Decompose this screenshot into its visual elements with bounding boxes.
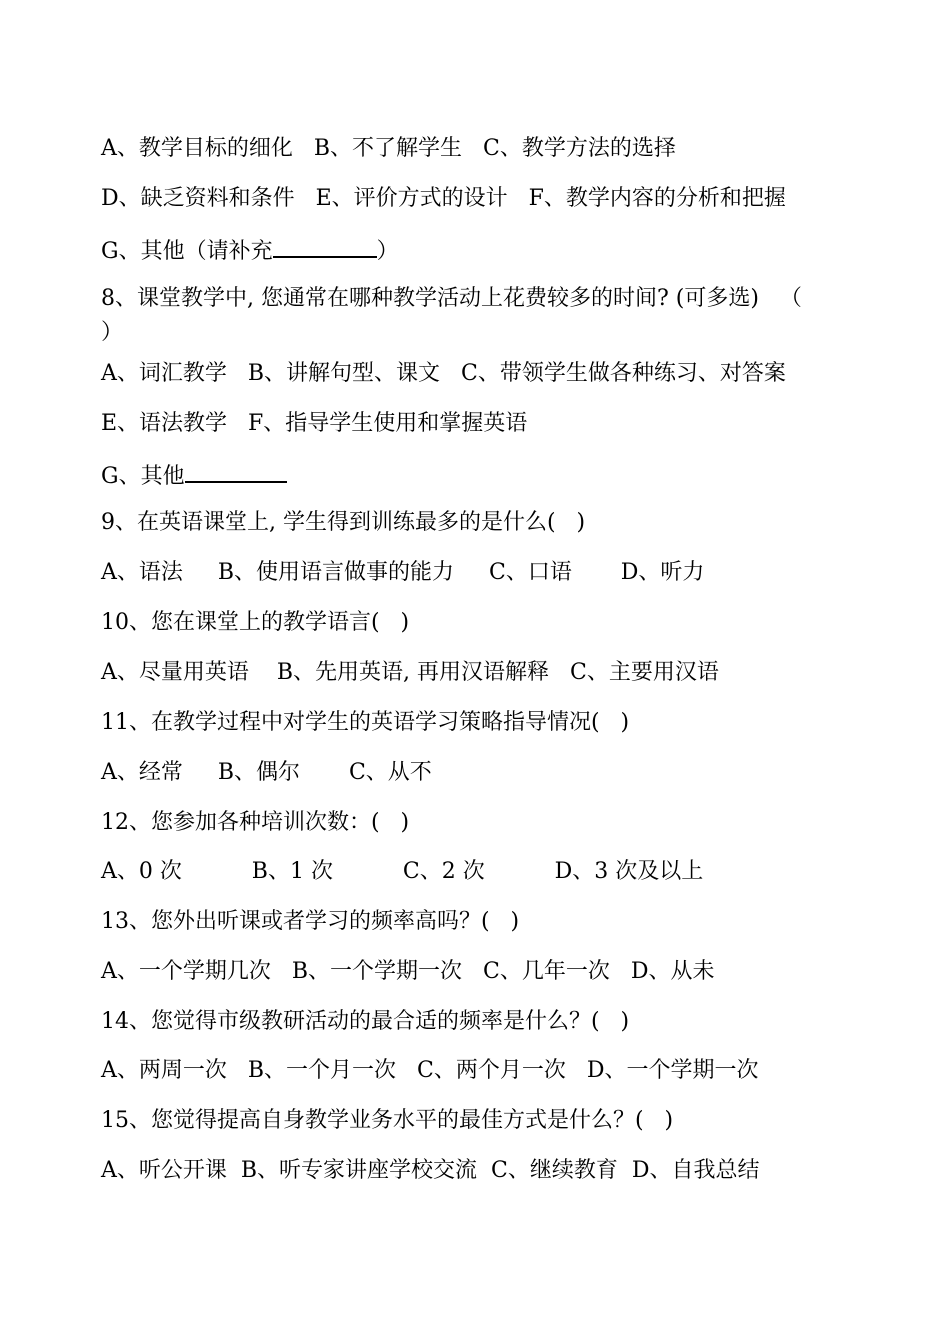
q13-options: A、一个学期几次 B、一个学期一次 C、几年一次 D、从未 bbox=[101, 959, 715, 984]
q7-options-row-2: D、缺乏资料和条件 E、评价方式的设计 F、教学内容的分析和把握 bbox=[101, 186, 786, 211]
question-8: 8、课堂教学中, 您通常在哪种教学活动上花费较多的时间? (可多选) （ bbox=[101, 286, 802, 311]
question-13: 13、您外出听课或者学习的频率高吗？( ) bbox=[101, 909, 520, 934]
question-15: 15、您觉得提高自身教学业务水平的最佳方式是什么？( ) bbox=[101, 1108, 674, 1133]
q9-options: A、语法 B、使用语言做事的能力 C、口语 D、听力 bbox=[101, 560, 705, 585]
question-11: 11、在教学过程中对学生的英语学习策略指导情况( ) bbox=[101, 710, 630, 735]
question-10: 10、您在课堂上的教学语言( ) bbox=[101, 610, 410, 635]
q8-options-row-2: E、语法教学 F、指导学生使用和掌握英语 bbox=[101, 411, 528, 436]
fill-in-blank[interactable] bbox=[273, 236, 377, 258]
question-8-paren-close: ） bbox=[101, 320, 124, 345]
question-14: 14、您觉得市级教研活动的最合适的频率是什么？( ) bbox=[101, 1009, 630, 1034]
q7-options-row-1: A、教学目标的细化 B、不了解学生 C、教学方法的选择 bbox=[101, 136, 676, 161]
fill-in-blank[interactable] bbox=[185, 461, 287, 483]
q8-options-row-1: A、词汇教学 B、讲解句型、课文 C、带领学生做各种练习、对答案 bbox=[101, 361, 786, 386]
question-12: 12、您参加各种培训次数：( ) bbox=[101, 810, 410, 835]
q8-option-g-label: G、其他 bbox=[101, 464, 185, 489]
q14-options: A、两周一次 B、一个月一次 C、两个月一次 D、一个学期一次 bbox=[101, 1058, 759, 1083]
q8-option-g bbox=[101, 461, 287, 490]
question-9: 9、在英语课堂上, 学生得到训练最多的是什么( ) bbox=[101, 510, 586, 535]
q10-options: A、尽量用英语 B、先用英语, 再用汉语解释 C、主要用汉语 bbox=[101, 660, 719, 685]
q7-option-g-close: ） bbox=[376, 239, 399, 264]
q7-option-g bbox=[101, 236, 399, 265]
q7-option-g-label: G、其他（请补充 bbox=[101, 239, 273, 264]
q15-options: A、听公开课 B、听专家讲座学校交流 C、继续教育 D、自我总结 bbox=[101, 1158, 760, 1183]
q12-options: A、0 次 B、1 次 C、2 次 D、3 次及以上 bbox=[101, 859, 704, 884]
q11-options: A、经常 B、偶尔 C、从不 bbox=[101, 760, 432, 785]
